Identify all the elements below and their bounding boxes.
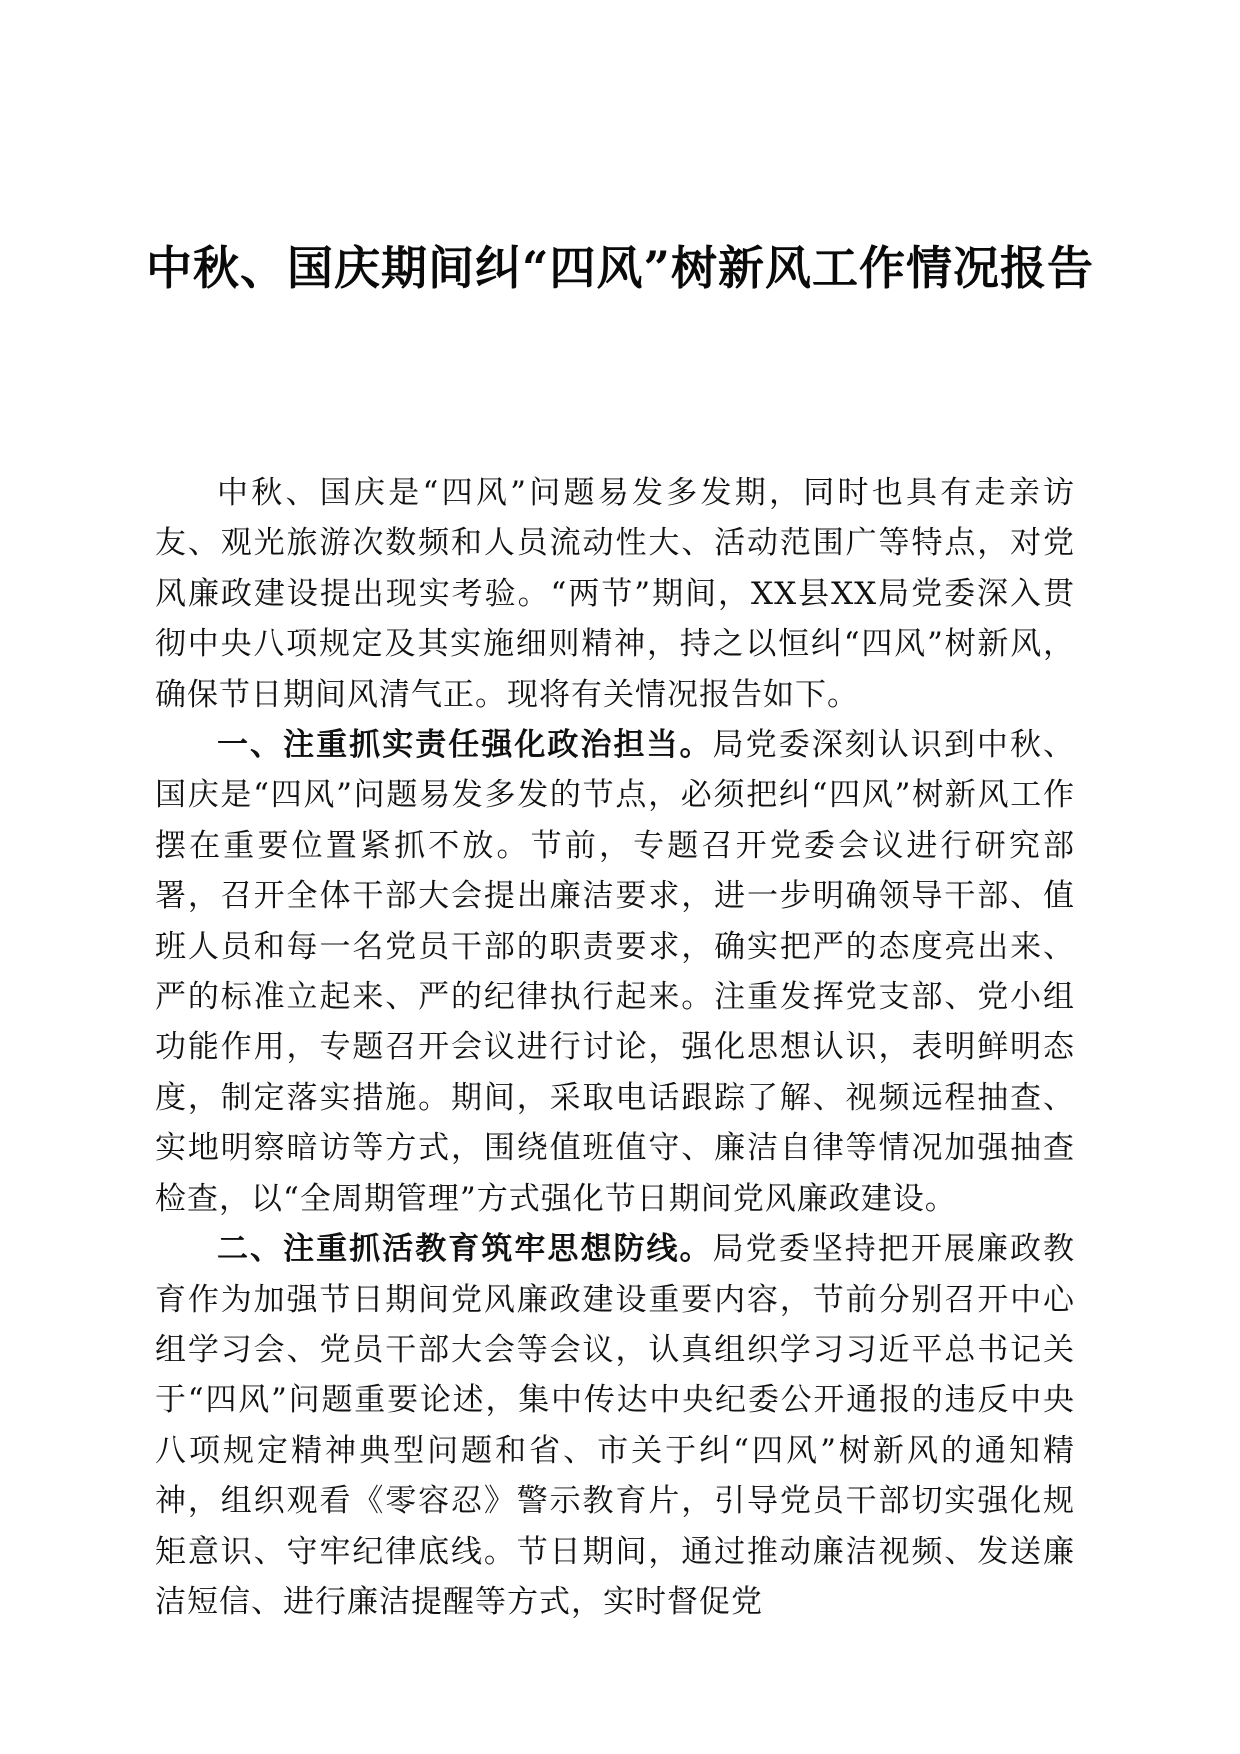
section-heading-1: 一、注重抓实责任强化政治担当。	[217, 727, 713, 764]
intro-paragraph: 中秋、国庆是“四风”问题易发多发期，同时也具有走亲访友、观光旅游次数频和人员流动性大、活动范围广等特点，对党风廉政建设提出现实考验。“两节”期间，XX县XX局党委深入贯彻中央八项规定及其实施细则精神，持之以恒纠“四风”树新风，确保节日期间风清气正。现将有关情况报告如下。	[155, 475, 1075, 713]
section-heading-2: 二、注重抓活教育筑牢思想防线。	[217, 1231, 713, 1268]
section-paragraph-1	[155, 720, 1075, 1224]
section-paragraph-2	[155, 1224, 1075, 1627]
section-text-1: 局党委深刻认识到中秋、国庆是“四风”问题易发多发的节点，必须把纠“四风”树新风工作摆在重要位置紧抓不放。节前，专题召开党委会议进行研究部署，召开全体干部大会提出廉洁要求，进一步明确领导干部、值班人员和每一名党员干部的职责要求，确实把严的态度亮出来、严的标准立起来、严的纪律执行起来。注重发挥党支部、党小组功能作用，专题召开会议进行讨论，强化思想认识，表明鲜明态度，制定落实措施。期间，采取电话跟踪了解、视频远程抽查、实地明察暗访等方式，围绕值班值守、廉洁自律等情况加强抽查检查，以“全周期管理”方式强化节日期间党风廉政建设。	[155, 727, 1076, 1217]
section-text-2: 局党委坚持把开展廉政教育作为加强节日期间党风廉政建设重要内容，节前分别召开中心组学习会、党员干部大会等会议，认真组织学习习近平总书记关于“四风”问题重要论述，集中传达中央纪委公开通报的违反中央八项规定精神典型问题和省、市关于纠“四风”树新风的通知精神，组织观看《零容忍》警示教育片，引导党员干部切实强化规矩意识、守牢纪律底线。节日期间，通过推动廉洁视频、发送廉洁短信、进行廉洁提醒等方式，实时督促党	[155, 1231, 1076, 1620]
document-title: 中秋、国庆期间纠“四风”树新风工作情况报告	[146, 241, 1094, 295]
document-body	[155, 468, 1075, 1627]
